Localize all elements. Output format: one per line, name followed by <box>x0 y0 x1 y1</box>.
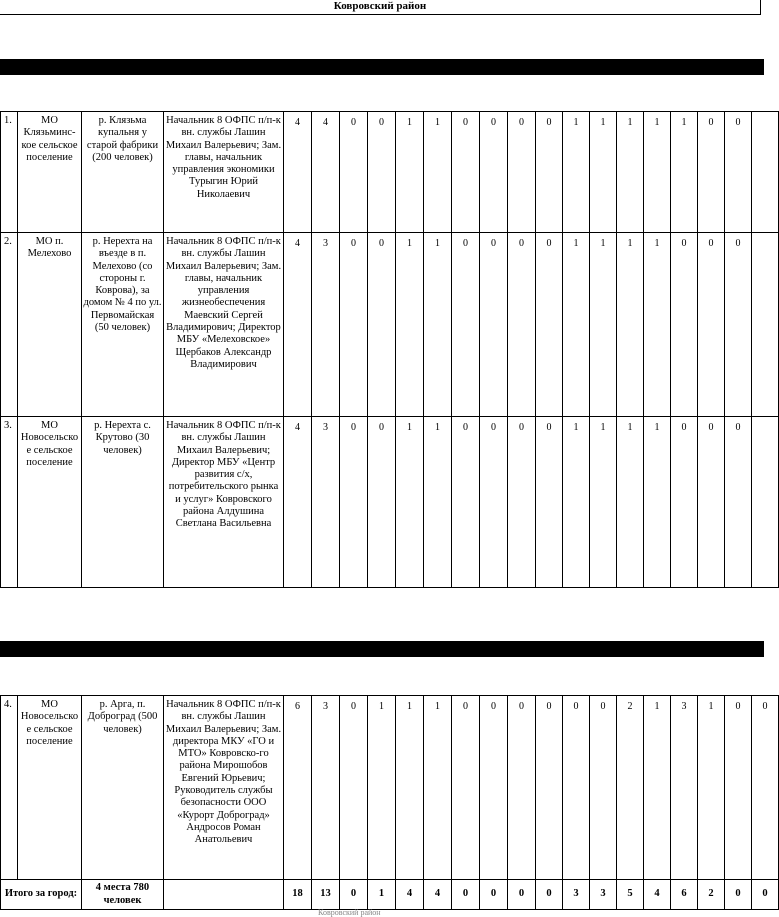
total-empty-cell <box>164 880 284 910</box>
value-cell: 0 <box>752 696 779 880</box>
responsible-persons-cell: Начальник 8 ОФПС п/п-к вн. службы Лашин Михаил Валерьевич; Зам. главы, начальник управления экономики Турыгин Юрий Николаевич <box>164 112 284 233</box>
value-cell: 1 <box>396 112 424 233</box>
beaches-table-part1 <box>0 111 779 588</box>
value-cell: 0 <box>368 417 396 588</box>
value-cell <box>752 112 779 233</box>
value-cell: 0 <box>698 233 725 417</box>
value-cell: 1 <box>671 112 698 233</box>
value-cell: 0 <box>508 417 536 588</box>
value-cell: 1 <box>644 417 671 588</box>
value-cell: 1 <box>590 112 617 233</box>
row-number: 1. <box>1 112 18 233</box>
value-cell: 0 <box>536 233 563 417</box>
value-cell: 1 <box>563 417 590 588</box>
total-places: 4 места 780 человек <box>82 880 164 910</box>
row-number: 2. <box>1 233 18 417</box>
footer-text-fragment: Ковровский район <box>318 908 381 917</box>
total-value-cell: 6 <box>671 880 698 910</box>
total-value-cell: 0 <box>508 880 536 910</box>
total-value-cell: 0 <box>725 880 752 910</box>
value-cell: 0 <box>508 112 536 233</box>
row-number: 4. <box>1 696 18 880</box>
responsible-persons-cell: Начальник 8 ОФПС п/п-к вн. службы Лашин Михаил Валерьевич; Зам. директора МКУ «ГО и МТО» Ковровско-го района Мирошобов Евгений Юрьевич; Руководитель службы безопасности ООО «Курорт Доброград» Андросов Роман Анатольевич <box>164 696 284 880</box>
municipality-cell: МО п. Мелехово <box>18 233 82 417</box>
value-cell: 0 <box>671 417 698 588</box>
value-cell: 0 <box>452 233 480 417</box>
value-cell: 0 <box>340 233 368 417</box>
total-value-cell: 0 <box>452 880 480 910</box>
value-cell: 0 <box>340 696 368 880</box>
value-cell: 6 <box>284 696 312 880</box>
value-cell: 1 <box>424 112 452 233</box>
value-cell: 1 <box>396 233 424 417</box>
value-cell: 1 <box>698 696 725 880</box>
value-cell: 0 <box>340 417 368 588</box>
table-row <box>1 233 779 417</box>
value-cell: 0 <box>698 112 725 233</box>
bathing-place-cell: р. Нерехта с. Крутово (30 человек) <box>82 417 164 588</box>
value-cell: 0 <box>698 417 725 588</box>
region-title: Ковровский район <box>333 0 427 12</box>
value-cell: 0 <box>725 696 752 880</box>
value-cell: 0 <box>480 417 508 588</box>
value-cell: 3 <box>312 417 340 588</box>
value-cell: 4 <box>284 112 312 233</box>
total-value-cell: 5 <box>617 880 644 910</box>
total-value-cell: 4 <box>424 880 452 910</box>
municipality-cell: МО Новосельское сельское поселение <box>18 696 82 880</box>
table-row <box>1 696 779 880</box>
value-cell: 1 <box>424 233 452 417</box>
value-cell: 0 <box>368 233 396 417</box>
responsible-persons-cell: Начальник 8 ОФПС п/п-к вн. службы Лашин Михаил Валерьевич; Директор МБУ «Центр развития с/х, потребительского рынка и услуг» Ковровского района Алдушина Светлана Васильевна <box>164 417 284 588</box>
value-cell: 0 <box>480 696 508 880</box>
table-row <box>1 417 779 588</box>
total-value-cell: 3 <box>590 880 617 910</box>
bathing-place-cell: р. Нерехта на въезде в п. Мелехово (со стороны г. Коврова), за домом № 4 по ул. Первомайская (50 человек) <box>82 233 164 417</box>
value-cell: 1 <box>617 233 644 417</box>
value-cell: 1 <box>617 417 644 588</box>
row-number: 3. <box>1 417 18 588</box>
value-cell: 4 <box>284 417 312 588</box>
value-cell: 0 <box>536 112 563 233</box>
value-cell: 0 <box>563 696 590 880</box>
total-label: Итого за город: <box>1 880 82 910</box>
municipality-cell: МО Клязьминс-кое сельское поселение <box>18 112 82 233</box>
beaches-table-part2 <box>0 695 779 910</box>
municipality-cell: МО Новосельское сельское поселение <box>18 417 82 588</box>
table-row <box>1 112 779 233</box>
value-cell: 1 <box>590 233 617 417</box>
value-cell: 1 <box>617 112 644 233</box>
value-cell: 0 <box>452 417 480 588</box>
value-cell: 1 <box>396 696 424 880</box>
value-cell: 0 <box>508 233 536 417</box>
value-cell: 1 <box>644 233 671 417</box>
total-value-cell: 0 <box>536 880 563 910</box>
value-cell: 1 <box>563 112 590 233</box>
section-bar-middle <box>0 641 764 657</box>
value-cell: 2 <box>617 696 644 880</box>
value-cell: 1 <box>644 112 671 233</box>
value-cell: 0 <box>508 696 536 880</box>
section-bar-top <box>0 59 764 75</box>
value-cell: 0 <box>536 696 563 880</box>
responsible-persons-cell: Начальник 8 ОФПС п/п-к вн. службы Лашин Михаил Валерьевич; Зам. главы, начальник управления жизнеобеспечения Маевский Сергей Владимирович; Директор МБУ «Мелеховское» Щербаков Александр Владимирович <box>164 233 284 417</box>
total-value-cell: 4 <box>396 880 424 910</box>
total-value-cell: 2 <box>698 880 725 910</box>
value-cell: 4 <box>312 112 340 233</box>
value-cell: 0 <box>590 696 617 880</box>
value-cell: 0 <box>671 233 698 417</box>
value-cell: 1 <box>424 696 452 880</box>
value-cell: 0 <box>536 417 563 588</box>
value-cell: 0 <box>725 417 752 588</box>
value-cell: 0 <box>452 112 480 233</box>
total-value-cell: 13 <box>312 880 340 910</box>
total-value-cell: 0 <box>340 880 368 910</box>
value-cell: 1 <box>368 696 396 880</box>
value-cell: 1 <box>424 417 452 588</box>
value-cell <box>752 417 779 588</box>
total-value-cell: 0 <box>480 880 508 910</box>
value-cell: 3 <box>312 233 340 417</box>
total-value-cell: 18 <box>284 880 312 910</box>
value-cell: 0 <box>725 233 752 417</box>
value-cell: 4 <box>284 233 312 417</box>
value-cell: 1 <box>396 417 424 588</box>
value-cell: 1 <box>563 233 590 417</box>
total-value-cell: 4 <box>644 880 671 910</box>
total-row <box>1 880 779 910</box>
value-cell: 3 <box>312 696 340 880</box>
value-cell: 0 <box>725 112 752 233</box>
value-cell: 0 <box>452 696 480 880</box>
value-cell: 0 <box>368 112 396 233</box>
value-cell: 0 <box>480 112 508 233</box>
total-value-cell: 1 <box>368 880 396 910</box>
value-cell: 0 <box>340 112 368 233</box>
value-cell: 3 <box>671 696 698 880</box>
region-header <box>0 0 761 15</box>
value-cell: 1 <box>590 417 617 588</box>
value-cell: 0 <box>480 233 508 417</box>
bathing-place-cell: р. Арга, п. Доброград (500 человек) <box>82 696 164 880</box>
total-value-cell: 3 <box>563 880 590 910</box>
value-cell: 1 <box>644 696 671 880</box>
value-cell <box>752 233 779 417</box>
total-value-cell: 0 <box>752 880 779 910</box>
bathing-place-cell: р. Клязьма купальня у старой фабрики (200 человек) <box>82 112 164 233</box>
